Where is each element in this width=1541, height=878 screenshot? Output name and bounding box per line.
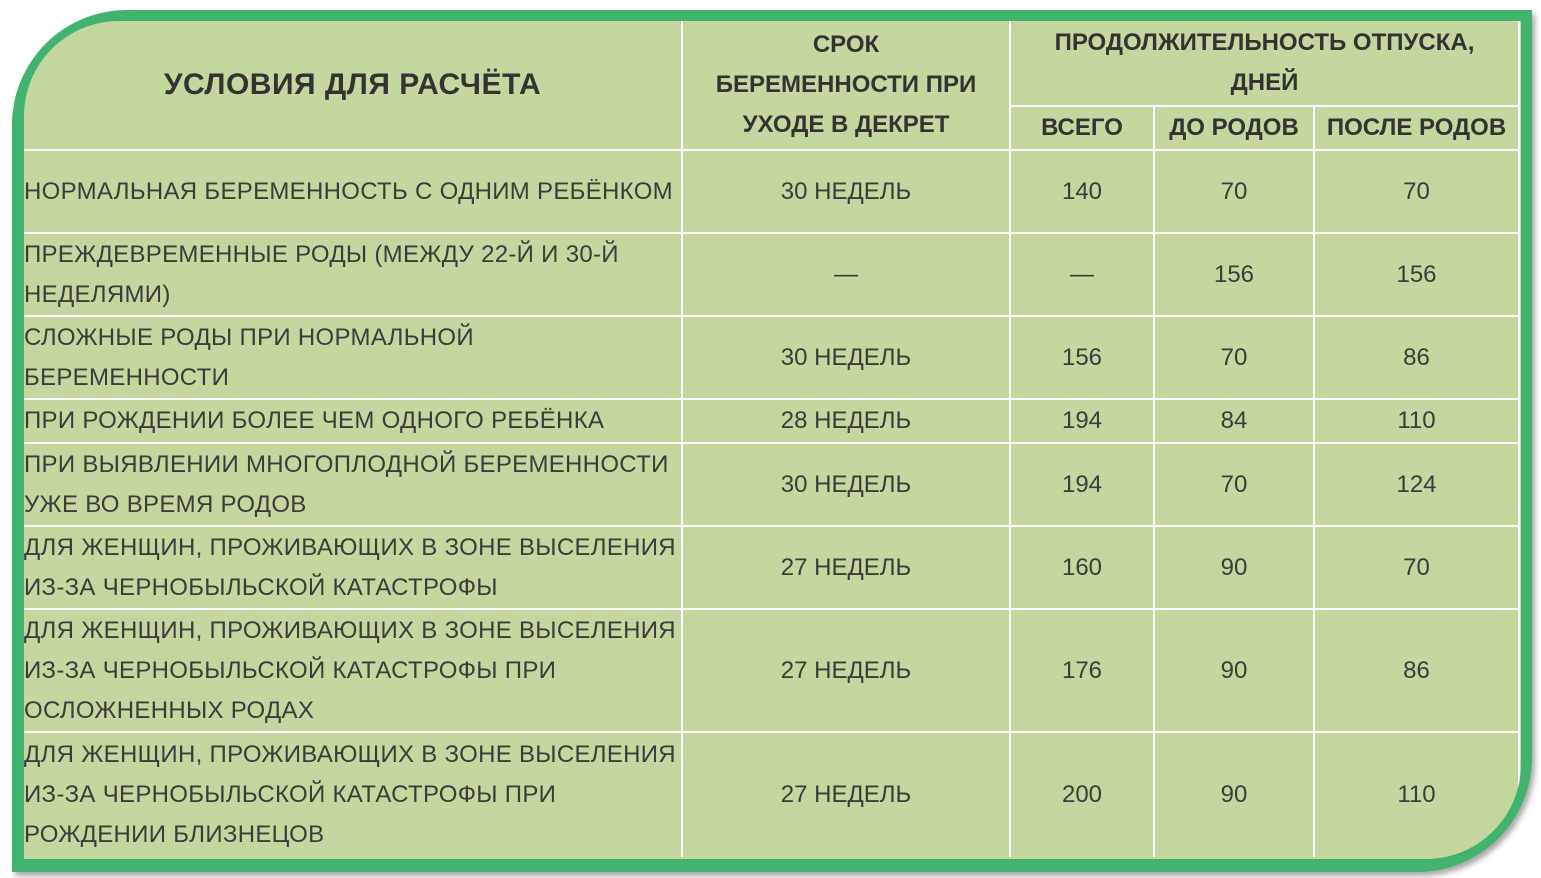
row-after: 86 (1314, 609, 1519, 732)
row-term: 27 НЕДЕЛЬ (682, 609, 1010, 732)
header-after-birth: ПОСЛЕ РОДОВ (1314, 106, 1519, 150)
table-row (24, 443, 1519, 526)
row-before: 156 (1154, 233, 1314, 316)
row-after: 110 (1314, 732, 1519, 857)
row-total: — (1010, 233, 1154, 316)
header-before-birth: ДО РОДОВ (1154, 106, 1314, 150)
row-after: 70 (1314, 526, 1519, 609)
row-condition: ДЛЯ ЖЕНЩИН, ПРОЖИВАЮЩИХ В ЗОНЕ ВЫСЕЛЕНИЯ ИЗ-ЗА ЧЕРНОБЫЛЬСКОЙ КАТАСТРОФЫ (24, 526, 682, 609)
table-row (24, 150, 1519, 233)
row-condition: ПРИ ВЫЯВЛЕНИИ МНОГОПЛОДНОЙ БЕРЕМЕННОСТИ УЖЕ ВО ВРЕМЯ РОДОВ (24, 443, 682, 526)
row-before: 70 (1154, 443, 1314, 526)
row-condition: СЛОЖНЫЕ РОДЫ ПРИ НОРМАЛЬНОЙ БЕРЕМЕННОСТИ (24, 316, 682, 399)
table-row (24, 732, 1519, 857)
row-condition: ДЛЯ ЖЕНЩИН, ПРОЖИВАЮЩИХ В ЗОНЕ ВЫСЕЛЕНИЯ ИЗ-ЗА ЧЕРНОБЫЛЬСКОЙ КАТАСТРОФЫ ПРИ ОСЛОЖНЕННЫХ РОДАХ (24, 609, 682, 732)
table-panel (24, 21, 1521, 859)
row-term: 30 НЕДЕЛЬ (682, 443, 1010, 526)
table-row (24, 233, 1519, 316)
row-before: 84 (1154, 399, 1314, 443)
row-total: 160 (1010, 526, 1154, 609)
row-total: 140 (1010, 150, 1154, 233)
row-after: 124 (1314, 443, 1519, 526)
row-total: 194 (1010, 443, 1154, 526)
row-condition: ДЛЯ ЖЕНЩИН, ПРОЖИВАЮЩИХ В ЗОНЕ ВЫСЕЛЕНИЯ ИЗ-ЗА ЧЕРНОБЫЛЬСКОЙ КАТАСТРОФЫ ПРИ РОЖДЕНИИ БЛИЗНЕЦОВ (24, 732, 682, 857)
row-after: 86 (1314, 316, 1519, 399)
row-term: — (682, 233, 1010, 316)
row-before: 90 (1154, 732, 1314, 857)
header-pregnancy-term-text: СРОК БЕРЕМЕННОСТИ ПРИ УХОДЕ В ДЕКРЕТ (715, 31, 977, 138)
row-after: 156 (1314, 233, 1519, 316)
row-before: 90 (1154, 526, 1314, 609)
table-row (24, 316, 1519, 399)
row-before: 70 (1154, 316, 1314, 399)
table-row (24, 609, 1519, 732)
header-conditions: УСЛОВИЯ ДЛЯ РАСЧЁТА (24, 21, 682, 150)
row-term: 27 НЕДЕЛЬ (682, 732, 1010, 857)
row-condition: НОРМАЛЬНАЯ БЕРЕМЕННОСТЬ С ОДНИМ РЕБЁНКОМ (24, 150, 682, 233)
header-total: ВСЕГО (1010, 106, 1154, 150)
header-leave-duration (1010, 21, 1519, 106)
row-total: 176 (1010, 609, 1154, 732)
row-after: 70 (1314, 150, 1519, 233)
row-condition: ПРЕЖДЕВРЕМЕННЫЕ РОДЫ (МЕЖДУ 22-Й И 30-Й НЕДЕЛЯМИ) (24, 233, 682, 316)
maternity-leave-table (24, 21, 1520, 857)
header-leave-duration-text: ПРОДОЛЖИТЕЛЬНОСТЬ ОТПУСКА, ДНЕЙ (1054, 29, 1475, 96)
table-row (24, 399, 1519, 443)
row-before: 70 (1154, 150, 1314, 233)
row-total: 194 (1010, 399, 1154, 443)
row-condition: ПРИ РОЖДЕНИИ БОЛЕЕ ЧЕМ ОДНОГО РЕБЁНКА (24, 399, 682, 443)
row-term: 30 НЕДЕЛЬ (682, 150, 1010, 233)
row-before: 90 (1154, 609, 1314, 732)
table-row (24, 526, 1519, 609)
row-after: 110 (1314, 399, 1519, 443)
row-term: 27 НЕДЕЛЬ (682, 526, 1010, 609)
row-total: 200 (1010, 732, 1154, 857)
row-term: 28 НЕДЕЛЬ (682, 399, 1010, 443)
header-pregnancy-term (682, 21, 1010, 150)
row-total: 156 (1010, 316, 1154, 399)
row-term: 30 НЕДЕЛЬ (682, 316, 1010, 399)
